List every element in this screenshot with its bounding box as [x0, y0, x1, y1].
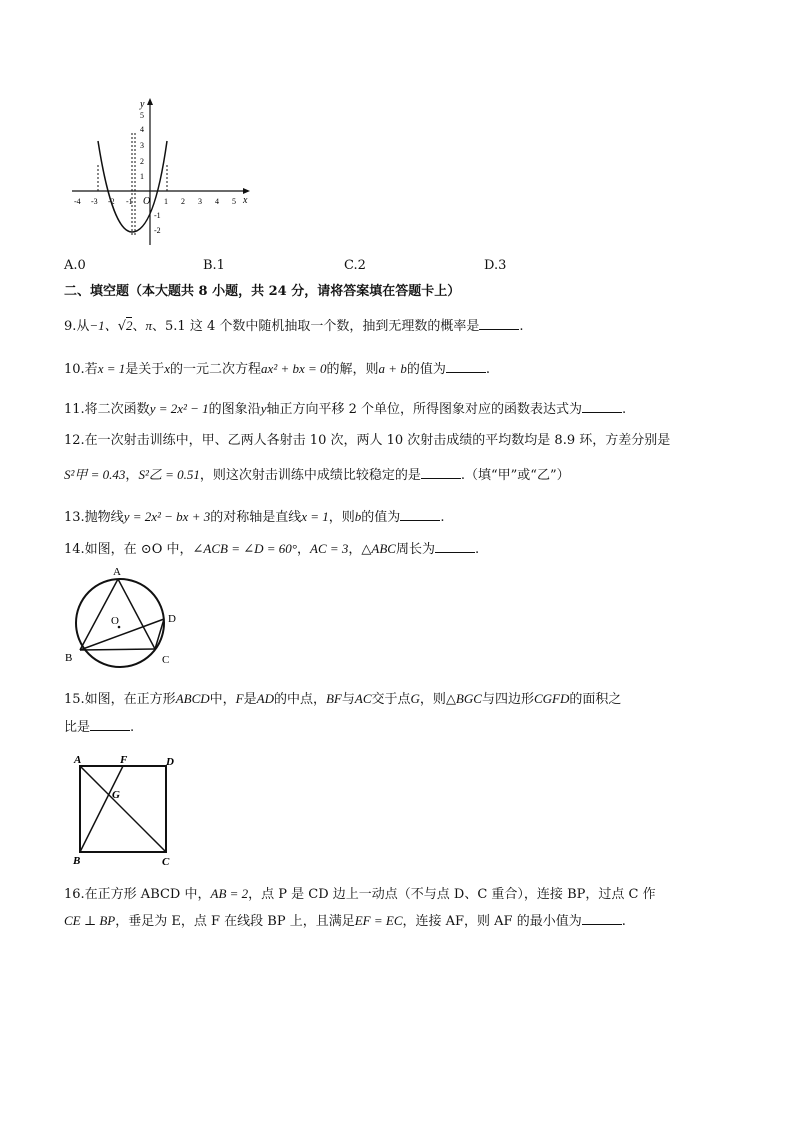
q14-math: AC = 3	[310, 541, 349, 556]
x-tick: -2	[108, 197, 115, 206]
q12-text: ，则这次射击训练中成绩比较稳定的是	[199, 468, 421, 483]
answer-blank	[435, 540, 475, 553]
y-tick: 4	[140, 125, 144, 134]
question-12-line1: 12.在一次射击训练中，甲、乙两人各射击 10 次，两人 10 次射击成绩的平均数均是 8.9 环，方差分别是	[64, 433, 671, 448]
answer-blank	[90, 718, 130, 731]
point-label-d: D	[168, 613, 176, 625]
point-label-b: B	[65, 652, 73, 664]
q16-text: .	[621, 914, 626, 929]
q9-math: −1、	[89, 318, 118, 333]
q12-text: .（填“甲”或“乙”）	[460, 468, 570, 483]
y-tick: -2	[154, 226, 161, 235]
q14-math: △ABC	[361, 541, 396, 556]
y-axis-label: y	[140, 99, 145, 110]
q16-text: 16.在正方形 ABCD 中，	[64, 887, 211, 902]
q11-text: 的图象沿	[208, 402, 261, 417]
q9-text: .	[519, 319, 524, 334]
q10-math: a + b	[378, 361, 407, 376]
q16-text: ，连接 AF，则 AF 的最小值为	[402, 914, 582, 929]
x-axis-label: x	[243, 195, 248, 206]
q13-math: x = 1	[301, 509, 329, 524]
answer-blank	[421, 466, 461, 479]
q13-text: 的对称轴是直线	[210, 510, 302, 525]
x-tick: 1	[164, 197, 168, 206]
x-tick: 5	[232, 197, 236, 206]
point-label-a: A	[74, 754, 82, 766]
circle-o	[76, 579, 164, 667]
question-15-line1	[64, 690, 621, 709]
question-9	[64, 317, 524, 336]
question-15-line2	[64, 718, 134, 737]
q11-math: y	[260, 401, 267, 416]
point-label-d: D	[166, 756, 174, 768]
q16-math: AB = 2	[210, 886, 249, 901]
x-tick: 2	[181, 197, 185, 206]
q15-text: 与	[341, 692, 355, 707]
y-axis-arrow	[147, 98, 153, 105]
q11-math: y = 2x² − 1	[149, 401, 209, 416]
section-title: 二、填空题（本大题共 8 小题，共 24 分，请将答案填在答题卡上）	[64, 284, 461, 299]
q13-math: y = 2x² − bx + 3	[123, 509, 211, 524]
q13-text: 的值为	[361, 510, 401, 525]
point-label-c: C	[162, 856, 170, 868]
question-13	[64, 508, 444, 527]
q13-text: ，则	[328, 510, 355, 525]
q10-text: 的值为	[406, 362, 446, 377]
q12-text: ，	[125, 468, 139, 483]
x-tick: -4	[74, 197, 81, 206]
q14-text: ，	[348, 542, 362, 557]
segment-bf	[80, 766, 123, 852]
q10-text: 的一元二次方程	[170, 362, 262, 377]
y-tick: 1	[140, 172, 144, 181]
q15-text: 中，	[209, 692, 236, 707]
square-figure-svg	[70, 750, 185, 870]
answer-blank	[479, 317, 519, 330]
q16-text: ，点 P 是 CD 边上一动点（不与点 D、C 重合），连接 BP，过点 C 作	[248, 887, 656, 902]
option-c: C.2	[344, 258, 366, 273]
q13-math: b	[354, 509, 362, 524]
q10-math: x	[164, 361, 171, 376]
q14-text: 周长为	[395, 542, 435, 557]
x-tick: 4	[215, 197, 219, 206]
point-label-b: B	[73, 855, 81, 867]
answer-blank	[400, 508, 440, 521]
q16-text: ，垂足为 E，点 F 在线段 BP 上，且满足	[115, 914, 355, 929]
q15-text: 比是	[64, 720, 91, 735]
question-11	[64, 400, 626, 419]
q15-text: .	[130, 720, 135, 735]
q15-math: CGFD	[533, 691, 570, 706]
square-figure	[70, 750, 185, 870]
q14-math: ∠ACB = ∠D = 60°	[192, 541, 297, 556]
q15-text: 交于点	[371, 692, 411, 707]
q13-text: .	[440, 510, 445, 525]
x-tick: -3	[91, 197, 98, 206]
q16-math: EF = EC	[354, 913, 403, 928]
q10-math: ax² + bx = 0	[261, 361, 327, 376]
q10-text: 的解，则	[326, 362, 379, 377]
q10-text: 10.若	[64, 362, 98, 377]
q13-text: 13.抛物线	[64, 510, 124, 525]
q9-text: 9.从	[64, 319, 90, 334]
segment-bd	[80, 619, 164, 650]
q9-math: 2	[125, 318, 133, 333]
circle-figure	[62, 563, 192, 673]
origin-label: O	[143, 196, 151, 207]
y-tick: 2	[140, 157, 144, 166]
answer-blank	[582, 912, 622, 925]
q12-variance-yi: S²乙 = 0.51	[138, 467, 200, 482]
y-tick: 5	[140, 111, 144, 120]
q15-math: △BGC	[445, 691, 482, 706]
q9-text: 、5.1 这 4 个数中随机抽取一个数，抽到无理数的概率是	[152, 319, 480, 334]
answer-blank	[582, 400, 622, 413]
question-16-line2	[64, 912, 626, 931]
q9-math: π	[145, 318, 153, 333]
x-tick: -1	[126, 197, 133, 206]
x-tick: 3	[198, 197, 202, 206]
q15-math: ABCD	[175, 691, 210, 706]
q12-variance-jia: S²甲 = 0.43	[64, 467, 126, 482]
q15-math: AD	[256, 691, 274, 706]
point-label-c: C	[162, 654, 170, 666]
option-a: A.0	[64, 258, 86, 273]
q16-math: CE ⊥ BP	[64, 913, 116, 928]
q15-text: 的面积之	[569, 692, 622, 707]
x-axis-arrow	[243, 188, 250, 194]
circle-figure-svg	[62, 563, 192, 673]
q15-math: AC	[354, 691, 372, 706]
q15-text: ，则	[419, 692, 446, 707]
q9-sqrt-icon: √	[117, 319, 126, 334]
function-graph	[68, 95, 258, 250]
q15-math: F	[235, 691, 244, 706]
q15-text: 是	[243, 692, 257, 707]
question-16-line1	[64, 885, 656, 904]
option-b: B.1	[203, 258, 225, 273]
question-12-line2	[64, 466, 570, 485]
q15-text: 与四边形	[481, 692, 534, 707]
q10-text: 是关于	[125, 362, 165, 377]
y-tick: -1	[154, 211, 161, 220]
q14-text: 14.如图，在 ⊙O 中，	[64, 542, 193, 557]
function-graph-svg	[68, 95, 258, 250]
q14-text: .	[474, 542, 480, 557]
q11-text: 11.将二次函数	[64, 402, 150, 417]
point-label-o: O	[111, 615, 119, 627]
answer-blank	[446, 360, 486, 373]
q15-math: BF	[325, 691, 342, 706]
q14-text: ，	[296, 542, 310, 557]
q10-math: x = 1	[97, 361, 126, 376]
q11-text: .	[622, 402, 627, 417]
q15-text: 15.如图，在正方形	[64, 692, 176, 707]
point-label-g: G	[112, 789, 120, 801]
option-d: D.3	[484, 258, 507, 273]
q11-text: 轴正方向平移 2 个单位，所得图象对应的函数表达式为	[266, 402, 583, 417]
point-label-a: A	[113, 566, 121, 578]
q10-text: .	[485, 362, 490, 377]
y-tick: 3	[140, 141, 144, 150]
q15-text: 的中点，	[273, 692, 326, 707]
question-14	[64, 540, 479, 559]
diagonal-ac	[80, 766, 166, 852]
q9-text: 、	[132, 319, 146, 334]
segment-bc	[80, 649, 155, 650]
question-10	[64, 360, 490, 379]
q15-math: G	[410, 691, 420, 706]
point-label-f: F	[120, 754, 128, 766]
